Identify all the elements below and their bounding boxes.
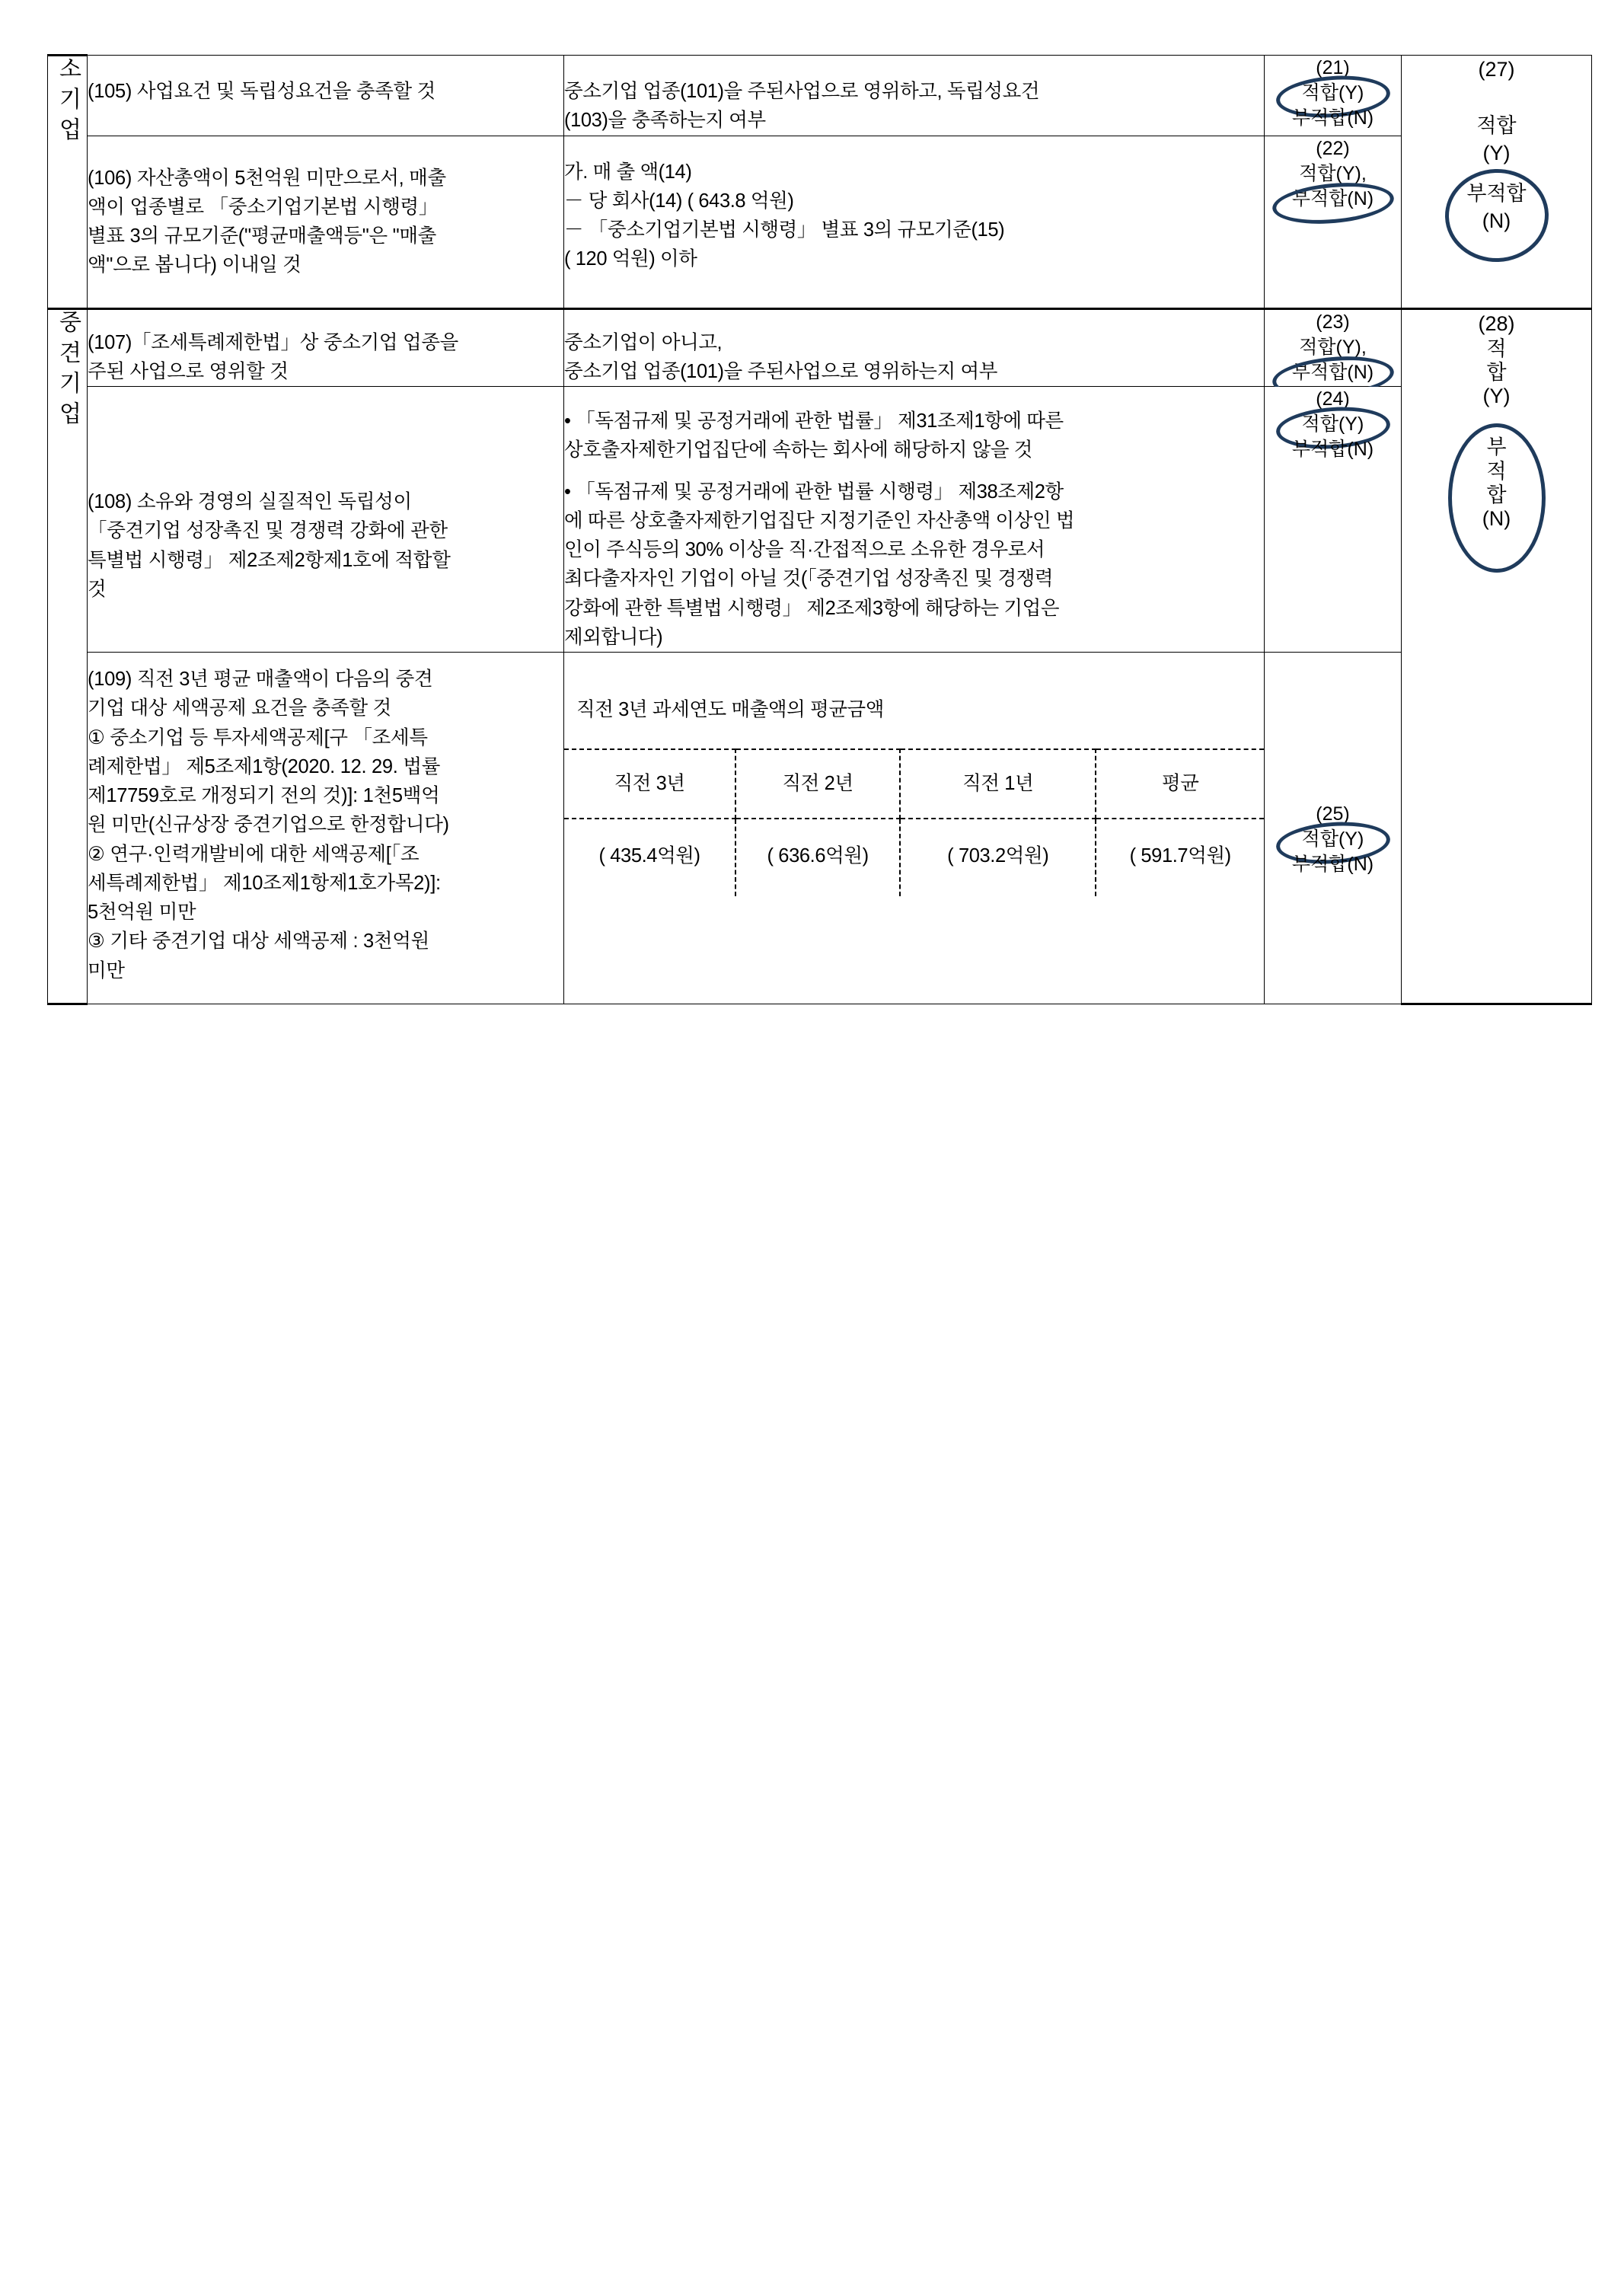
subtable-value-cell[interactable]: ( 703.2억원)	[900, 819, 1096, 896]
requirement-line: 것	[88, 578, 107, 600]
category-label-small-enterprise: 소기업	[48, 56, 88, 309]
judgement-number: (21)	[1316, 57, 1350, 78]
judgement-cell-21	[1265, 56, 1402, 136]
judgement-option-no[interactable]: 부적합(N)	[1291, 854, 1374, 875]
detail-cell-107	[564, 308, 1265, 387]
subtable-header-row	[564, 749, 1264, 819]
table-row	[48, 653, 1592, 1004]
requirement-line: 별표 3의 규모기준("평균매출액등"은 "매출	[88, 225, 437, 247]
detail-line: － 「중소기업기본법 시행령」 별표 3의 규모기준(15)	[564, 219, 1005, 241]
judgement-cell-25	[1265, 653, 1402, 1004]
requirement-line: 주된 사업으로 영위할 것	[88, 360, 289, 382]
overall-option-no[interactable]: 부 적 합 (N)	[1402, 436, 1591, 532]
detail-line: • 「독점규제 및 공정거래에 관한 법률 시행령」 제38조제2항	[564, 480, 1064, 503]
requirement-line: ① 중소기업 등 투자세액공제[구 「조세특	[88, 726, 428, 749]
requirement-line: (109) 직전 3년 평균 매출액이 다음의 중견	[88, 669, 433, 690]
overall-judgement-cell-28	[1402, 308, 1592, 1004]
subtable-header-cell: 직전 3년	[564, 749, 735, 819]
detail-line: 중소기업 업종(101)을 주된사업으로 영위하고, 독립성요건	[564, 81, 1040, 102]
judgement-cell-24	[1265, 387, 1402, 653]
detail-line: • 「독점규제 및 공정거래에 관한 법률」 제31조제1항에 따른	[564, 410, 1064, 432]
requirement-line: (107)「조세특례제한법」상 중소기업 업종을	[88, 331, 458, 353]
spacer	[564, 465, 1264, 477]
requirement-line: (108) 소유와 경영의 실질적인 독립성이	[88, 491, 412, 512]
requirement-cell-107	[88, 308, 564, 387]
judgement-option-yes[interactable]: 적합(Y)	[1265, 81, 1401, 106]
detail-line: 중소기업이 아니고,	[564, 331, 723, 353]
subtable-header-cell: 직전 1년	[900, 749, 1096, 819]
overall-option-yes[interactable]: 적 합 (Y)	[1482, 337, 1511, 408]
detail-line: 최다출자자인 기업이 아닐 것(「중견기업 성장촉진 및 경쟁력	[564, 568, 1054, 590]
requirement-cell-106	[88, 136, 564, 308]
requirement-line: 「중견기업 성장촉진 및 경쟁력 강화에 관한	[88, 520, 448, 542]
overall-judgement-cell-27	[1402, 56, 1592, 309]
requirement-line: (106) 자산총액이 5천억원 미만으로서, 매출	[88, 167, 446, 189]
requirement-line: 례제한법」 제5조제1항(2020. 12. 29. 법률	[88, 755, 441, 777]
requirement-text-105: (105) 사업요건 및 독립성요건을 충족할 것	[88, 81, 436, 102]
requirement-line: 액"으로 봅니다) 이내일 것	[88, 254, 302, 276]
subtable-value-cell[interactable]: ( 435.4억원)	[564, 819, 735, 896]
requirement-line: 특별법 시행령」 제2조제2항제1호에 적합할	[88, 549, 451, 571]
sales-average-subtable	[564, 749, 1264, 896]
detail-line: － 당 회사(14) ( 643.8 억원)	[564, 190, 794, 212]
requirement-line: 미만	[88, 959, 125, 982]
requirement-cell-108	[88, 387, 564, 653]
requirement-line: ② 연구·인력개발비에 대한 세액공제[「조	[88, 843, 420, 865]
judgement-option-yes[interactable]: 적합(Y),	[1299, 162, 1367, 184]
detail-cell-109	[564, 653, 1265, 1004]
requirement-cell-109	[88, 653, 564, 1004]
overall-number-28: (28)	[1478, 311, 1515, 335]
judgement-number: (23)	[1316, 311, 1350, 333]
requirement-line: 원 미만(신규상장 중견기업으로 한정합니다)	[88, 814, 449, 836]
judgement-option-yes[interactable]: 적합(Y)	[1265, 412, 1401, 437]
eligibility-form-table	[47, 54, 1592, 1005]
overall-number-27: (27)	[1478, 58, 1515, 81]
overall-option-no[interactable]: 부적합 (N)	[1402, 180, 1591, 235]
table-row	[48, 56, 1592, 136]
detail-cell-106	[564, 136, 1265, 308]
subtable-header-cell: 평균	[1096, 749, 1264, 819]
detail-title-109: 직전 3년 과세연도 매출액의 평균금액	[576, 699, 885, 720]
requirement-line: 기업 대상 세액공제 요건을 충족할 것	[88, 697, 391, 720]
detail-line: (103)을 충족하는지 여부	[564, 110, 766, 132]
requirement-line: 5천억원 미만	[88, 902, 196, 923]
judgement-option-no[interactable]: 부적합(N)	[1291, 439, 1374, 460]
judgement-option-no[interactable]: 부적합(N)	[1265, 360, 1401, 385]
judgement-number: (24)	[1316, 388, 1350, 410]
subtable-value-cell[interactable]: ( 636.6억원)	[735, 819, 900, 896]
judgement-cell-22	[1265, 136, 1402, 308]
judgement-option-no[interactable]: 부적합(N)	[1265, 187, 1401, 212]
category-label-mid-enterprise: 중견기업	[48, 308, 88, 1004]
judgement-cell-23	[1265, 308, 1402, 387]
detail-line: 상호출자제한기업집단에 속하는 회사에 해당하지 않을 것	[564, 439, 1033, 461]
judgement-option-yes[interactable]: 적합(Y)	[1265, 827, 1401, 852]
subtable-header-cell: 직전 2년	[735, 749, 900, 819]
requirement-cell-105	[88, 56, 564, 136]
requirement-line: ③ 기타 중견기업 대상 세액공제 : 3천억원	[88, 930, 429, 953]
requirement-line: 제17759호로 개정되기 전의 것)]: 1천5백억	[88, 785, 440, 806]
detail-line: 인이 주식등의 30% 이상을 직·간접적으로 소유한 경우로서	[564, 539, 1045, 560]
detail-line: ( 120 억원) 이하	[564, 248, 697, 270]
requirement-line: 세특례제한법」 제10조제1항제1호가목2)]:	[88, 872, 441, 894]
table-row	[48, 308, 1592, 387]
subtable-value-row	[564, 819, 1264, 896]
judgement-number: (22)	[1316, 137, 1350, 159]
detail-line: 에 따른 상호출자제한기업집단 지정기준인 자산총액 이상인 법	[564, 509, 1075, 531]
table-row	[48, 387, 1592, 653]
detail-cell-108	[564, 387, 1265, 653]
judgement-number: (25)	[1316, 803, 1350, 825]
table-row	[48, 136, 1592, 308]
detail-line: 중소기업 업종(101)을 주된사업으로 영위하는지 여부	[564, 360, 997, 382]
detail-line: 가. 매 출 액(14)	[564, 161, 692, 183]
detail-line: 강화에 관한 특별법 시행령」 제2조제3항에 해당하는 기업은	[564, 597, 1060, 619]
subtable-value-cell[interactable]: ( 591.7억원)	[1096, 819, 1264, 896]
overall-option-yes[interactable]: 적합 (Y)	[1476, 114, 1517, 165]
judgement-option-yes[interactable]: 적합(Y),	[1299, 336, 1367, 358]
judgement-option-no[interactable]: 부적합(N)	[1291, 107, 1374, 129]
detail-line: 제외합니다)	[564, 626, 663, 648]
requirement-line: 액이 업종별로 「중소기업기본법 시행령」	[88, 196, 439, 218]
detail-cell-105	[564, 56, 1265, 136]
